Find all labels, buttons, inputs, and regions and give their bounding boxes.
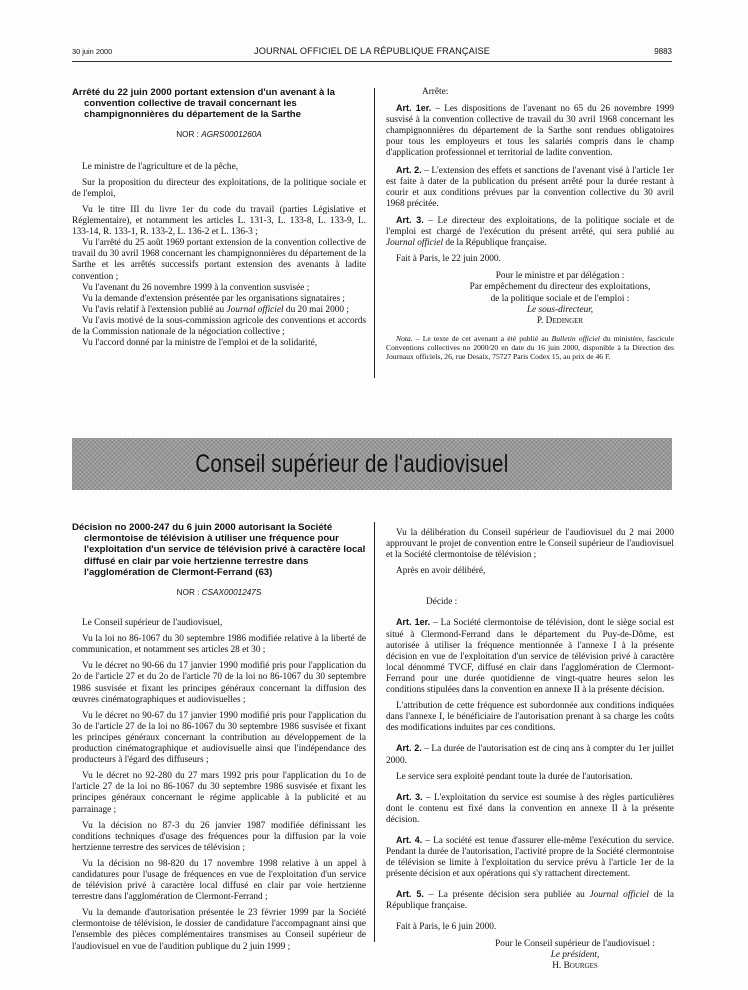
article-label: Art. 1er.: [396, 103, 432, 114]
decision-signature: [386, 939, 674, 972]
arrete-signature: [386, 271, 674, 326]
nor-label: NOR :: [176, 588, 200, 598]
article-text: – La Société clermontoise de télévision, dont le siège social est situé à Clermond-Ferrand dans le département du Puy-de-Dôme, est autorisée à utiliser la fréquence mentionnée à l'annexe I à la présente décision en vue de l'exploitation d'un service de télévision privé à caractère local dénommé TVCF, diffusé en clair dans l'agglomération de Clermont-Ferrand pour une durée quotidienne de vingt-quatre heures selon les conditions stipulées dans la convention en annexe II à la présente décision.: [386, 618, 674, 696]
column-rule: [374, 88, 375, 378]
paragraph: Vu la demande d'extension présentée par les organisations signataires ;: [82, 293, 345, 304]
paragraph: Le Conseil supérieur de l'audiovisuel,: [82, 618, 223, 629]
paragraph: Vu l'arrêté du 25 août 1969 portant extension de la convention collective de travail du 30 avril 1968 concernant les champignonnières du département de la Sarthe et les arrêtés successifs portant extension des avenants à ladite convention ;: [72, 238, 366, 282]
paragraph: [72, 305, 366, 316]
running-header: [72, 45, 672, 61]
journal-officiel-italic: Journal officiel: [589, 890, 649, 901]
signature-role: [446, 305, 674, 316]
article-label: Art. 2.: [396, 743, 422, 754]
role-text: Le sous-directeur,: [526, 304, 594, 315]
article: [386, 215, 674, 249]
article-text: – L'exploitation du service est soumise à des règles particulières dont le contenu est fixé dans la convention en annexe II à la présente décision.: [386, 792, 674, 825]
signatory-name: H. Bourges: [552, 960, 598, 971]
paragraph: Vu le décret no 90-67 du 17 janvier 1990 modifié pris pour l'application du 3o de l'article 27 de la loi no 86-1067 du 30 septembre 1986 susvisée et fixant les principes généraux concernant la contribution au développement de la production cinématographique et audiovisuelle ainsi que l'indépendance des producteurs à l'égard des diffuseurs ;: [72, 710, 366, 766]
arrete-label: Arrête:: [422, 87, 449, 97]
signature-line: Pour le Conseil supérieur de l'audiovisuel :: [495, 938, 655, 949]
paragraph: Vu l'avenant du 26 novembre 1999 à la convention susvisée ;: [82, 282, 310, 293]
section-banner-title: Conseil supérieur de l'audiovisuel: [195, 449, 509, 478]
arrete-nor: [72, 129, 366, 140]
paragraph: Vu la décision no 98-820 du 17 novembre 1998 relative à un appel à candidatures pour l'usage de fréquences en vue de l'exploitation d'un service de télévision privé à caractère local diffusé en clair par voie hertzienne terrestre dans l'agglomération de Clermont-Ferrand ;: [72, 858, 366, 903]
arrete-title: Arrêté du 22 juin 2000 portant extension d'un avenant à la convention collective de travail concernant les champignonnières du département de la Sarthe: [72, 87, 335, 121]
nor-label: NOR :: [176, 129, 199, 139]
nota-label: Nota.: [396, 333, 413, 343]
article: [386, 165, 674, 210]
paragraph: Vu l'accord donné par la ministre de l'emploi et de la solidarité,: [82, 338, 318, 349]
article: [386, 617, 674, 696]
article-label: Art. 3.: [396, 791, 423, 802]
article-text: – La société est tenue d'assurer elle-même l'exécution du service. Pendant la durée de l'autorisation, l'activité propre de la Société clermontoise de télévision se limite à l'exploitation du service prévu à l'article 1er de la présente décision et aux opérations qui s'y rattachent directement.: [386, 835, 674, 880]
journal-officiel-italic: Journal officiel: [226, 304, 284, 315]
paragraph: Le service sera exploité pendant toute la durée de l'autorisation.: [396, 771, 633, 782]
article-text: – La durée de l'autorisation est de cinq ans à compter du 1er juillet 2000.: [386, 744, 674, 766]
article-label: Art. 4.: [396, 834, 423, 845]
journal-officiel-italic: Journal officiel: [386, 238, 444, 249]
nota-text: – Le texte de cet avenant a été publié au: [412, 333, 552, 343]
paragraph: L'attribution de cette fréquence est subordonnée aux conditions indiquées dans l'annexe I, le bénéficiaire de l'autorisation prenant à sa charge les coûts des modifications induites par ces conditions.: [386, 701, 674, 734]
article-label: Art. 3.: [396, 214, 424, 225]
nor-value: CSAX0001247S: [201, 588, 262, 598]
page-number: 9883: [654, 47, 672, 56]
paragraph: Vu le décret no 92-280 du 27 mars 1992 pris pour l'application du 1o de l'article 27 de la loi no 86-1067 du 30 septembre 1986 susvisée et fixant les principes généraux concernant le régime applicable à la publicité et au parrainage ;: [72, 771, 366, 815]
signature-line: Pour le ministre et par délégation :: [495, 271, 625, 282]
article-label: Art. 2.: [396, 164, 422, 175]
decision-left-column: [72, 522, 366, 953]
article-text: de la République française.: [386, 890, 674, 912]
paragraph: Vu la loi no 86-1067 du 30 septembre 1986 modifiée relative à la liberté de communication, et notamment ses articles 28 et 30 ;: [72, 634, 366, 656]
paragraph: Vu la demande d'autorisation présentée le 23 février 1999 par la Société clermontoise de télévision, le dossier de candidature l'accompagnant ainsi que l'ensemble des pièces complémentaires transmises au Conseil supérieur de l'audiovisuel en vue de l'audition publique du 2 juin 1999 ;: [72, 908, 366, 952]
signature-line: Par empêchement du directeur des exploitations,: [469, 282, 651, 293]
article-text: – L'extension des effets et sanctions de l'avenant visé à l'article 1er est faite à dater de la publication du présent arrêté pour la durée restant à courir et aux conditions prévues par la convention collective du 30 avril 1968 précitée.: [386, 165, 674, 209]
decide-label: Décide :: [426, 597, 458, 608]
nota-text: du ministère, fascicule Conventions collectives no 2000/20 en date du 16 juin 2000, disponible à la Direction des Journaux officiels, 26, rue Desaix, 75727 Paris Codex 15, au prix de 46 F.: [386, 333, 674, 362]
bulletin-officiel-italic: Bulletin officiel: [551, 333, 600, 343]
article: [386, 743, 674, 766]
decision-title: Décision no 2000-247 du 6 juin 2000 autorisant la Société clermontoise de télévision à utiliser une fréquence pour l'exploitation d'un service de télévision privé à caractère local diffusé en clair par voie hertzienne terrestre dans l'agglomération de Clermont-Ferrand (63): [72, 522, 366, 578]
paragraph-text: du 20 mai 2000 ;: [283, 304, 349, 315]
article-text: – Le directeur des exploitations, de la politique sociale et de l'emploi est chargé de l'exécution du présent arrêté, qui sera publié au: [386, 215, 674, 238]
column-rule: [374, 522, 375, 942]
article-label: Art. 5.: [396, 889, 424, 900]
paragraph: Sur la proposition du directeur des exploitations, de la politique sociale et de l'emploi,: [72, 177, 366, 199]
article-text: de la République française.: [443, 238, 547, 249]
decision-right-column: [386, 528, 674, 972]
signature-role: [476, 950, 674, 961]
paragraph-text: Vu l'avis relatif à l'extension publié au: [82, 304, 227, 315]
header-rule: [72, 61, 672, 62]
article-text: – Les dispositions de l'avenant no 65 du 26 novembre 1999 susvisé à la convention collective de travail du 30 avril 1968 concernant les champignonnières du département de la Sarthe sont rendues obligatoires pour tous les employeurs et tous les salariés compris dans le champ d'application professionnel et territorial de ladite convention.: [386, 104, 674, 159]
paragraph: Après en avoir délibéré,: [396, 566, 486, 577]
paragraph: Vu la délibération du Conseil supérieur de l'audiovisuel du 2 mai 2000 approuvant le projet de convention entre le Conseil supérieur de l'audiovisuel et la Société clermontoise de télévision ;: [386, 528, 674, 561]
signatory-name: P. Dedinger: [536, 315, 584, 326]
arrete-left-column: [72, 87, 366, 349]
nota: [386, 334, 674, 362]
article-text: – La présente décision sera publiée au: [423, 890, 590, 901]
arrete-right-column: [386, 87, 674, 362]
article: [386, 792, 674, 826]
article-label: Art. 1er.: [396, 617, 431, 628]
journal-title: JOURNAL OFFICIEL DE LA RÉPUBLIQUE FRANÇAISE: [254, 46, 490, 56]
article: [386, 889, 674, 912]
paragraph: Vu l'avis motivé de la sous-commission agricole des conventions et accords de la Commission nationale de la négociation collective ;: [72, 315, 366, 338]
nor-value: AGRS0001260A: [201, 129, 262, 139]
article: [386, 103, 674, 159]
decision-nor: [72, 587, 366, 598]
fait-a-paris: Fait à Paris, le 22 juin 2000.: [396, 254, 501, 265]
role-text: Le président,: [550, 949, 600, 960]
signature-line: de la politique sociale et de l'emploi :: [490, 293, 630, 304]
paragraph: Vu la décision no 87-3 du 26 janvier 1987 modifiée définissant les conditions techniques d'usage des fréquences pour la diffusion par la voie hertzienne terrestre des services de télévision ;: [72, 820, 366, 853]
article: [386, 835, 674, 880]
section-banner: [72, 438, 672, 490]
paragraph: Le ministre de l'agriculture et de la pêche,: [82, 161, 239, 172]
header-date: 30 juin 2000: [72, 47, 113, 56]
fait-a-paris: Fait à Paris, le 6 juin 2000.: [396, 921, 497, 932]
paragraph: Vu le titre III du livre 1er du code du travail (parties Législative et Réglementaire), et notamment les articles L. 131-3, L. 133-8, L. 133-9, L. 133-14, R. 133-1, R. 133-2, L. 136-2 et L. 136-3 ;: [72, 204, 366, 238]
paragraph: Vu le décret no 90-66 du 17 janvier 1990 modifié pris pour l'application du 2o de l'article 27 et du 2o de l'article 70 de la loi no 86-1067 du 30 septembre 1986 susvisée et fixant les principes généraux concernant la diffusion des œuvres cinématographiques et audiovisuelles ;: [72, 661, 366, 705]
